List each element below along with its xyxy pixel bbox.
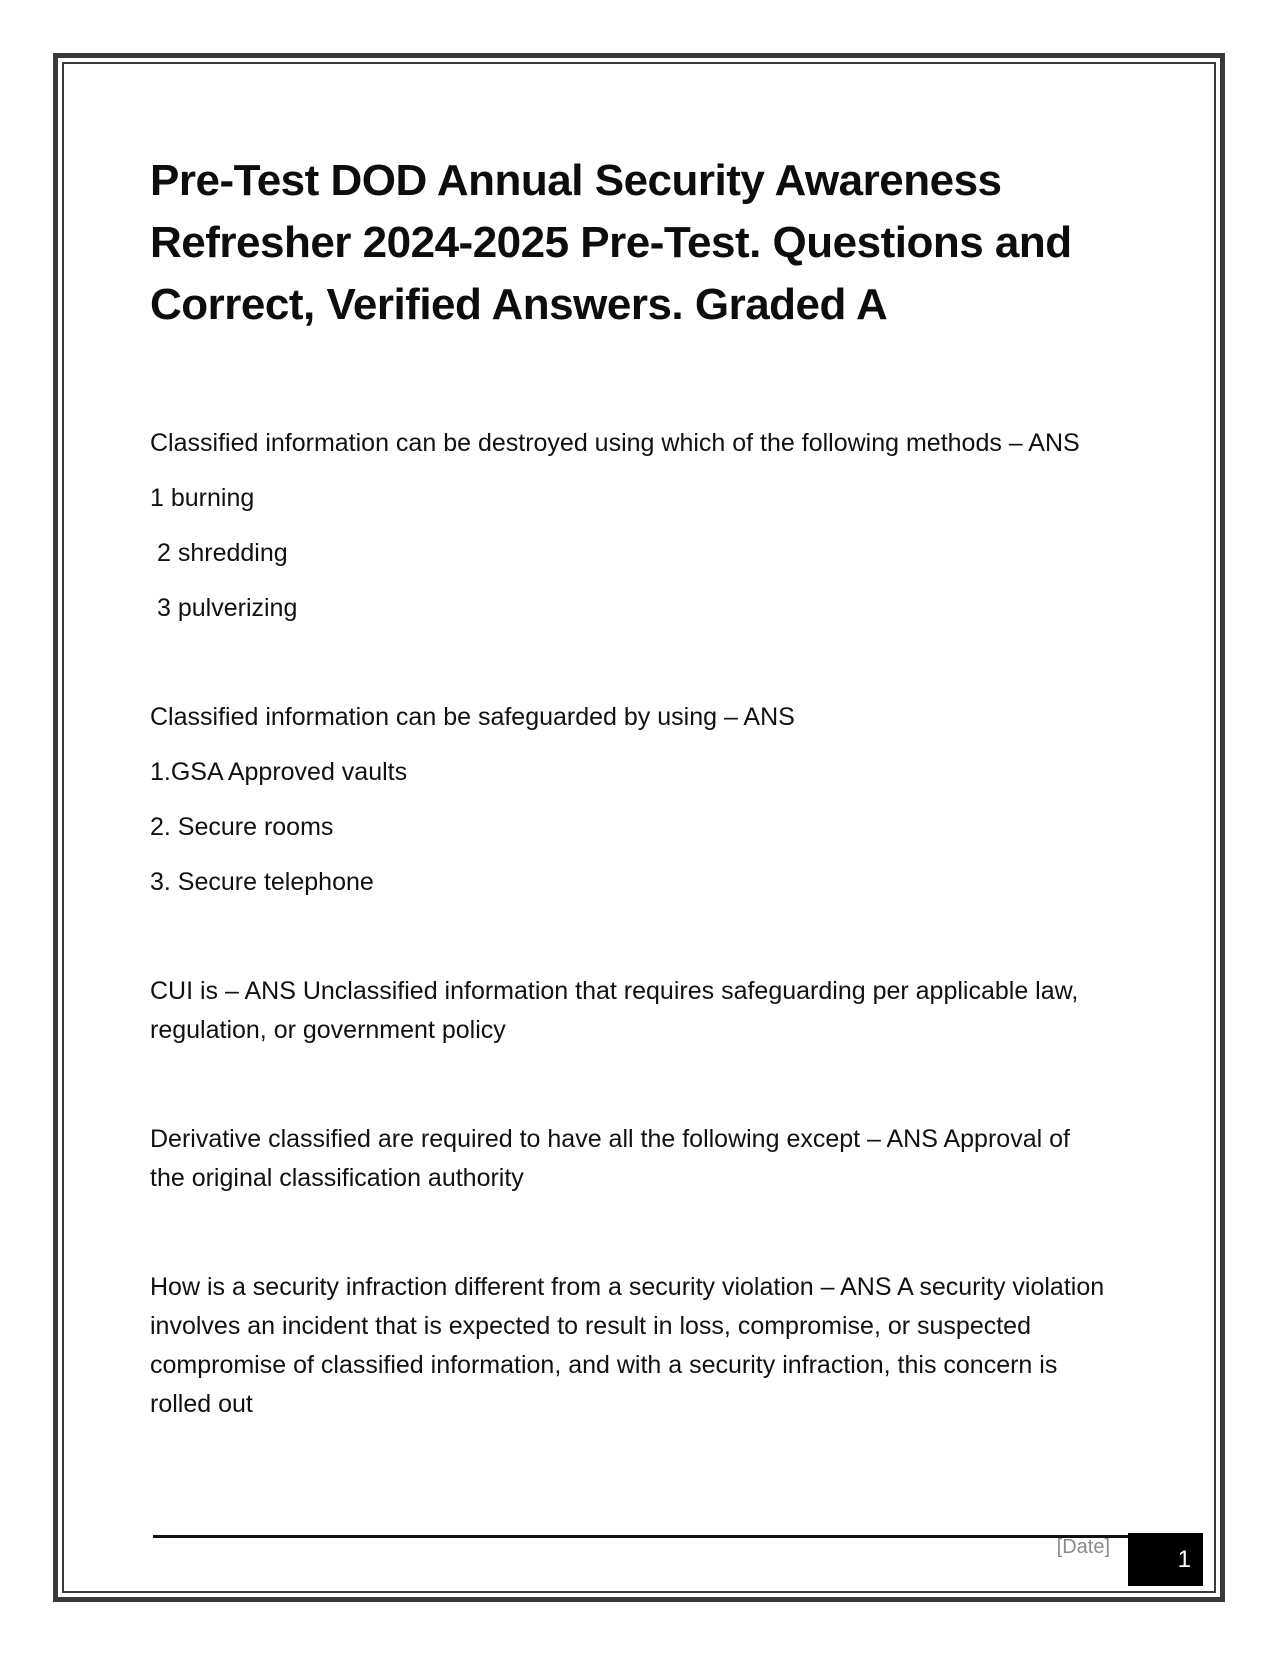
answer-item: 2. Secure rooms: [150, 813, 334, 841]
question-3: CUI is – ANS Unclassified information that requires safeguarding per applicable law, regulation, or government policy: [150, 977, 1079, 1044]
answer-item: 2 shredding: [157, 539, 288, 567]
document-body: [150, 150, 1110, 1424]
answer-item: 1 burning: [150, 484, 255, 512]
question-2: Classified information can be safeguarded by using – ANS: [150, 703, 795, 731]
page-number: 1: [1128, 1533, 1203, 1586]
document-title: Pre-Test DOD Annual Security Awareness Refresher 2024-2025 Pre-Test. Questions and Correct, Verified Answers. Graded A: [150, 156, 1072, 329]
answer-item: 1.GSA Approved vaults: [150, 758, 408, 786]
question-4: Derivative classified are required to have all the following except – ANS Approval of the original classification authority: [150, 1125, 1070, 1192]
answer-item: 3 pulverizing: [157, 594, 298, 622]
footer-date: [Date]: [1056, 1536, 1110, 1558]
question-1: Classified information can be destroyed using which of the following methods – ANS: [150, 429, 1080, 457]
answer-item: 3. Secure telephone: [150, 868, 374, 896]
question-5: How is a security infraction different from a security violation – ANS A security violation involves an incident that is expected to result in loss, compromise, or suspected compromise of classified information, and with a security infraction, this concern is rolled out: [150, 1273, 1105, 1418]
